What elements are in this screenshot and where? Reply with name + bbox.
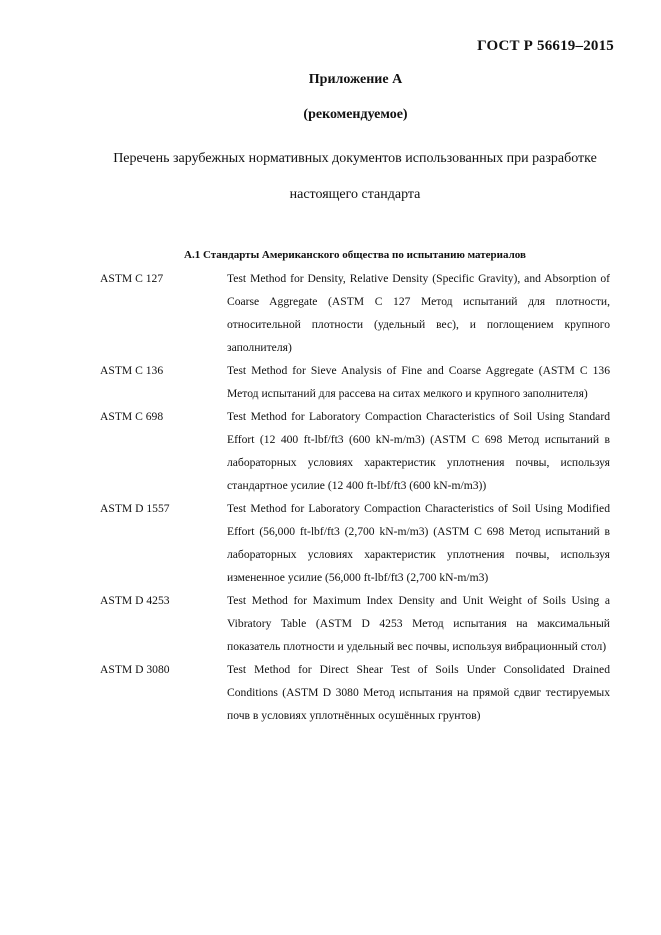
reference-item <box>100 589 610 658</box>
reference-description: Test Method for Laboratory Compaction Characteristics of Soil Using Modified Effort (56,000 ft-lbf/ft3 (2,700 kN-m/m3) (ASTM C 698 Метод испытаний в лабораторных условиях характеристик уплотнения почвы, используя измененное усилие (56,000 ft-lbf/ft3 (2,700 kN-m/m3) <box>227 502 610 584</box>
reference-item <box>100 359 610 405</box>
reference-description: Test Method for Direct Shear Test of Soils Under Consolidated Drained Conditions (ASTM D 3080 Метод испытания на прямой сдвиг тестируемых почв в условиях уплотнённых осушённых грунтов) <box>227 663 610 722</box>
reference-code: ASTM D 4253 <box>100 594 170 607</box>
appendix-status: (рекомендуемое) <box>303 107 408 122</box>
document-code: ГОСТ Р 56619–2015 <box>477 38 614 54</box>
reference-code: ASTM C 136 <box>100 364 164 377</box>
reference-code: ASTM C 698 <box>100 410 164 423</box>
reference-list <box>100 267 610 727</box>
reference-item <box>100 497 610 589</box>
reference-code: ASTM D 1557 <box>100 502 170 515</box>
appendix-title: Приложение А <box>308 72 403 87</box>
reference-item <box>100 267 610 359</box>
section-title: А.1 Стандарты Американского общества по испытанию материалов <box>184 249 526 261</box>
reference-description: Test Method for Maximum Index Density and Unit Weight of Soils Using a Vibratory Table (ASTM D 4253 Метод испытания на максимальный показатель плотности и удельный вес почвы, используя вибрационный стол) <box>227 594 610 653</box>
reference-code: ASTM C 127 <box>100 272 164 285</box>
reference-description: Test Method for Density, Relative Density (Specific Gravity), and Absorption of Coarse Aggregate (ASTM C 127 Метод испытаний для плотности, относительной плотности (удельный вес), и поглощением крупного заполнителя) <box>227 272 610 354</box>
appendix-heading: Перечень зарубежных нормативных документов использованных при разработке настоящего стандарта <box>113 151 597 202</box>
reference-description: Test Method for Sieve Analysis of Fine and Coarse Aggregate (ASTM C 136 Метод испытаний для рассева на ситах мелкого и крупного заполнителя) <box>227 364 610 400</box>
reference-item <box>100 405 610 497</box>
reference-description: Test Method for Laboratory Compaction Characteristics of Soil Using Standard Effort (12 400 ft-lbf/ft3 (600 kN-m/m3) (ASTM C 698 Метод испытаний в лабораторных условиях характеристик уплотнения почвы, используя стандартное усилие (12 400 ft-lbf/ft3 (600 kN-m/m3)) <box>227 410 610 492</box>
reference-code: ASTM D 3080 <box>100 663 170 676</box>
reference-item <box>100 658 610 727</box>
